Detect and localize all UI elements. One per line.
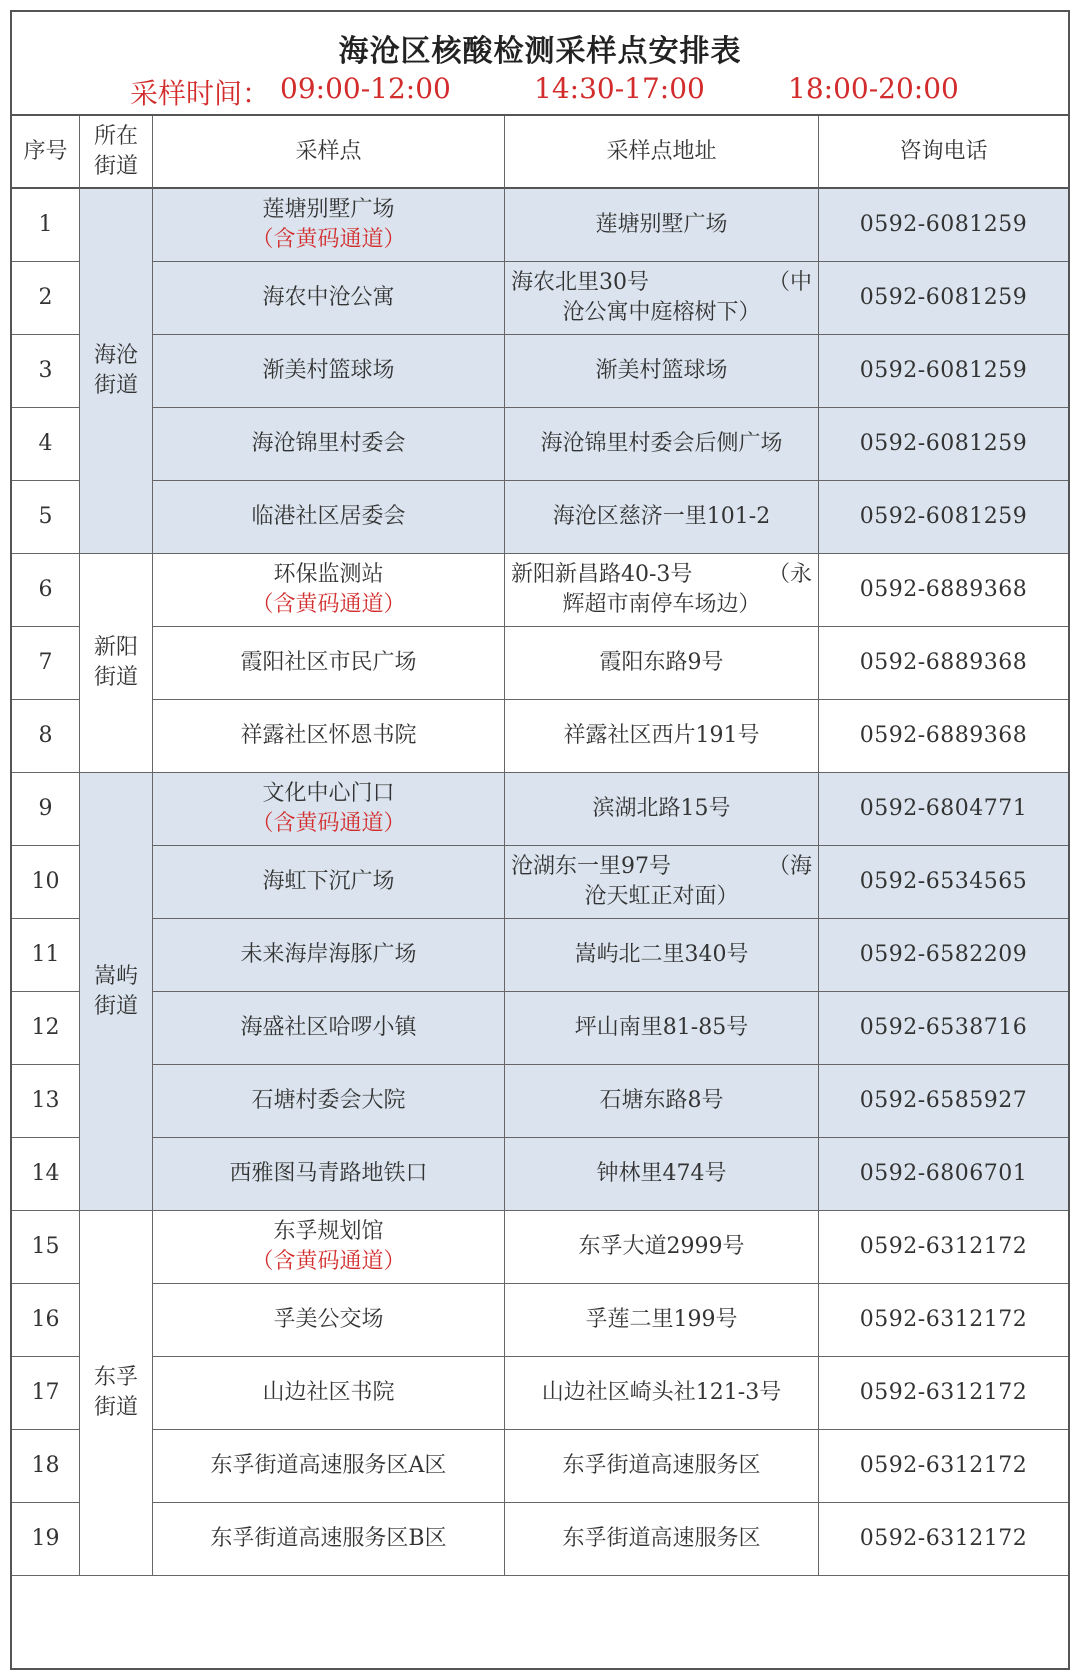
table-row-index	[12, 481, 80, 554]
row-index-text: 18	[31, 1453, 60, 1478]
site-name: 海农中沧公寓	[262, 285, 395, 310]
phone-cell	[819, 1211, 1068, 1284]
address-text: 东孚街道高速服务区	[562, 1526, 761, 1551]
schedule-sheet	[10, 10, 1070, 1670]
phone-cell	[819, 1430, 1068, 1503]
address-text: 霞阳东路9号	[599, 650, 724, 675]
site-name: 文化中心门口	[262, 781, 395, 806]
site-name: 海虹下沉广场	[262, 869, 395, 894]
address-cell	[505, 1357, 819, 1430]
address-cell	[505, 335, 819, 408]
table-row-index	[12, 627, 80, 700]
street-cell	[80, 1211, 153, 1576]
address-text: 石塘东路8号	[599, 1088, 724, 1113]
address-line-1-tail: （海	[767, 854, 812, 879]
phone-cell	[819, 1357, 1068, 1430]
row-index-text: 8	[38, 723, 53, 748]
table-row-index	[12, 1138, 80, 1211]
address-cell	[505, 262, 819, 335]
phone-cell	[819, 1284, 1068, 1357]
site-name: 东孚规划馆	[273, 1219, 384, 1244]
site-cell	[153, 1503, 505, 1576]
site-cell	[153, 700, 505, 773]
address-line-1	[511, 268, 812, 298]
header-site	[153, 116, 505, 189]
row-index-text: 19	[31, 1526, 60, 1551]
address-text: 滨湖北路15号	[592, 796, 731, 821]
row-index-text: 12	[31, 1015, 60, 1040]
address-line-2: 辉超市南停车场边）	[562, 592, 761, 617]
phone-number: 0592-6081259	[859, 431, 1028, 456]
phone-number: 0592-6538716	[859, 1015, 1028, 1040]
phone-number: 0592-6312172	[859, 1380, 1028, 1405]
table-row-index	[12, 846, 80, 919]
site-name: 西雅图马青路地铁口	[229, 1161, 428, 1186]
header-phone	[819, 116, 1068, 189]
site-cell	[153, 1065, 505, 1138]
phone-number: 0592-6889368	[859, 577, 1028, 602]
yellow-code-note: （含黄码通道）	[251, 592, 406, 617]
address-text: 祥露社区西片191号	[563, 723, 760, 748]
header-street-label-2: 街道	[93, 153, 138, 179]
site-cell	[153, 1284, 505, 1357]
phone-cell	[819, 189, 1068, 262]
site-name: 海盛社区哈啰小镇	[240, 1015, 417, 1040]
row-index-text: 17	[31, 1380, 60, 1405]
site-name: 山边社区书院	[262, 1380, 395, 1405]
address-cell	[505, 1211, 819, 1284]
row-index-text: 3	[38, 358, 53, 383]
header-street-label-1: 所在	[93, 123, 138, 149]
phone-cell	[819, 700, 1068, 773]
site-cell	[153, 846, 505, 919]
row-index-text: 5	[38, 504, 53, 529]
street-name-line2: 街道	[93, 373, 138, 398]
site-name: 临港社区居委会	[251, 504, 406, 529]
header-site-label: 采样点	[295, 138, 362, 164]
yellow-code-note: （含黄码通道）	[251, 227, 406, 252]
phone-cell	[819, 408, 1068, 481]
row-index-text: 10	[31, 869, 60, 894]
phone-number: 0592-6081259	[859, 212, 1028, 237]
phone-cell	[819, 627, 1068, 700]
street-name-line2: 街道	[93, 1395, 138, 1420]
site-cell	[153, 1138, 505, 1211]
address-text: 东孚街道高速服务区	[562, 1453, 761, 1478]
time-slot-evening: 18:00-20:00	[788, 72, 959, 105]
site-name: 祥露社区怀恩书院	[240, 723, 417, 748]
site-name: 环保监测站	[273, 562, 384, 587]
row-index-text: 2	[38, 285, 53, 310]
site-name: 石塘村委会大院	[251, 1088, 406, 1113]
street-name-line2: 街道	[93, 993, 138, 1019]
table-row-index	[12, 773, 80, 846]
street-name-line1: 东孚	[93, 1365, 138, 1390]
phone-number: 0592-6889368	[859, 650, 1028, 675]
yellow-code-note: （含黄码通道）	[251, 1249, 406, 1274]
header-index-label: 序号	[23, 138, 68, 164]
phone-cell	[819, 992, 1068, 1065]
site-cell	[153, 262, 505, 335]
address-cell	[505, 1503, 819, 1576]
site-cell	[153, 627, 505, 700]
title-block	[12, 12, 1068, 116]
address-line-2: 沧公寓中庭榕树下）	[562, 300, 761, 325]
site-name: 东孚街道高速服务区A区	[210, 1453, 447, 1478]
site-cell	[153, 992, 505, 1065]
phone-cell	[819, 773, 1068, 846]
phone-cell	[819, 1138, 1068, 1211]
sampling-time-row	[12, 72, 1068, 112]
site-name: 莲塘别墅广场	[262, 197, 395, 222]
address-two-line	[505, 848, 818, 916]
table-row-index	[12, 992, 80, 1065]
yellow-code-note: （含黄码通道）	[251, 811, 406, 836]
table-row-index	[12, 1357, 80, 1430]
site-name: 东孚街道高速服务区B区	[210, 1526, 447, 1551]
phone-number: 0592-6889368	[859, 723, 1028, 748]
table-row-index	[12, 1503, 80, 1576]
address-text: 渐美村篮球场	[595, 358, 728, 383]
phone-number: 0592-6312172	[859, 1526, 1028, 1551]
address-cell	[505, 919, 819, 992]
table-row-index	[12, 1430, 80, 1503]
phone-number: 0592-6312172	[859, 1234, 1028, 1259]
table-row-index	[12, 554, 80, 627]
address-cell	[505, 1430, 819, 1503]
phone-cell	[819, 1065, 1068, 1138]
phone-number: 0592-6081259	[859, 504, 1028, 529]
address-line-2: 沧天虹正对面）	[584, 884, 739, 909]
header-phone-label: 咨询电话	[899, 138, 988, 164]
address-line-1-tail: （中	[767, 270, 812, 295]
table-row-index	[12, 335, 80, 408]
table-row-index	[12, 262, 80, 335]
address-text: 海沧区慈济一里101-2	[552, 504, 771, 529]
header-street	[80, 116, 153, 189]
phone-number: 0592-6534565	[859, 869, 1028, 894]
row-index-text: 16	[31, 1307, 60, 1332]
row-index-text: 15	[31, 1234, 60, 1259]
phone-cell	[819, 481, 1068, 554]
address-text: 莲塘别墅广场	[595, 212, 728, 237]
street-cell	[80, 773, 153, 1211]
site-name: 孚美公交场	[273, 1307, 384, 1332]
site-cell	[153, 773, 505, 846]
row-index-text: 14	[31, 1161, 60, 1186]
address-line-1-main: 新阳新昌路40-3号	[511, 562, 693, 587]
site-cell	[153, 919, 505, 992]
address-cell	[505, 481, 819, 554]
address-cell	[505, 700, 819, 773]
table-row-index	[12, 1065, 80, 1138]
street-cell	[80, 554, 153, 773]
address-cell	[505, 992, 819, 1065]
address-line-1	[511, 852, 812, 882]
table-row-index	[12, 1284, 80, 1357]
phone-number: 0592-6081259	[859, 285, 1028, 310]
address-two-line	[505, 556, 818, 624]
address-cell	[505, 408, 819, 481]
site-cell	[153, 481, 505, 554]
address-text: 嵩屿北二里340号	[574, 942, 749, 967]
address-text: 山边社区崎头社121-3号	[541, 1380, 782, 1405]
phone-cell	[819, 919, 1068, 992]
row-index-text: 9	[38, 796, 53, 821]
header-index	[12, 116, 80, 189]
phone-cell	[819, 335, 1068, 408]
table-row-index	[12, 1211, 80, 1284]
site-cell	[153, 1430, 505, 1503]
page-title: 海沧区核酸检测采样点安排表	[338, 34, 742, 69]
table-row-index	[12, 189, 80, 262]
site-cell	[153, 335, 505, 408]
row-index-text: 7	[38, 650, 53, 675]
phone-number: 0592-6582209	[859, 942, 1028, 967]
address-two-line	[505, 264, 818, 332]
address-text: 东孚大道2999号	[578, 1234, 745, 1259]
address-cell	[505, 627, 819, 700]
address-line-1	[511, 560, 812, 590]
phone-cell	[819, 554, 1068, 627]
phone-number: 0592-6806701	[859, 1161, 1028, 1186]
address-text: 孚莲二里199号	[585, 1307, 738, 1332]
address-cell	[505, 189, 819, 262]
street-cell	[80, 189, 153, 554]
header-address	[505, 116, 819, 189]
phone-cell	[819, 1503, 1068, 1576]
phone-cell	[819, 262, 1068, 335]
phone-number: 0592-6081259	[859, 358, 1028, 383]
site-cell	[153, 1357, 505, 1430]
site-name: 海沧锦里村委会	[251, 431, 406, 456]
row-index-text: 11	[31, 942, 60, 967]
address-cell	[505, 846, 819, 919]
phone-number: 0592-6585927	[859, 1088, 1028, 1113]
row-index-text: 6	[38, 577, 53, 602]
site-name: 渐美村篮球场	[262, 358, 395, 383]
street-name-line1: 新阳	[93, 635, 138, 660]
address-cell	[505, 773, 819, 846]
time-slot-afternoon: 14:30-17:00	[534, 72, 705, 105]
site-name: 霞阳社区市民广场	[240, 650, 417, 675]
phone-number: 0592-6312172	[859, 1307, 1028, 1332]
site-cell	[153, 408, 505, 481]
street-name-line1: 嵩屿	[93, 963, 138, 989]
phone-number: 0592-6312172	[859, 1453, 1028, 1478]
address-cell	[505, 1138, 819, 1211]
site-cell	[153, 1211, 505, 1284]
address-text: 海沧锦里村委会后侧广场	[540, 431, 783, 456]
table-row-index	[12, 700, 80, 773]
site-cell	[153, 189, 505, 262]
sampling-time-label: 采样时间：	[130, 77, 271, 110]
address-line-1-main: 海农北里30号	[511, 270, 649, 295]
address-cell	[505, 554, 819, 627]
street-name-line2: 街道	[93, 665, 138, 690]
row-index-text: 13	[31, 1088, 60, 1113]
phone-cell	[819, 846, 1068, 919]
row-index-text: 4	[38, 431, 53, 456]
address-cell	[505, 1065, 819, 1138]
address-text: 坪山南里81-85号	[574, 1015, 749, 1040]
table-row-index	[12, 919, 80, 992]
site-cell	[153, 554, 505, 627]
site-name: 未来海岸海豚广场	[240, 942, 417, 967]
street-name-line1: 海沧	[93, 343, 138, 368]
address-text: 钟林里474号	[596, 1161, 727, 1186]
address-line-1-main: 沧湖东一里97号	[511, 854, 671, 879]
row-index-text: 1	[38, 212, 53, 237]
time-slot-morning: 09:00-12:00	[280, 72, 451, 105]
header-address-label: 采样点地址	[606, 138, 717, 164]
table-row-index	[12, 408, 80, 481]
schedule-table	[12, 116, 1068, 1668]
phone-number: 0592-6804771	[859, 796, 1028, 821]
address-line-1-tail: （永	[767, 562, 812, 587]
address-cell	[505, 1284, 819, 1357]
